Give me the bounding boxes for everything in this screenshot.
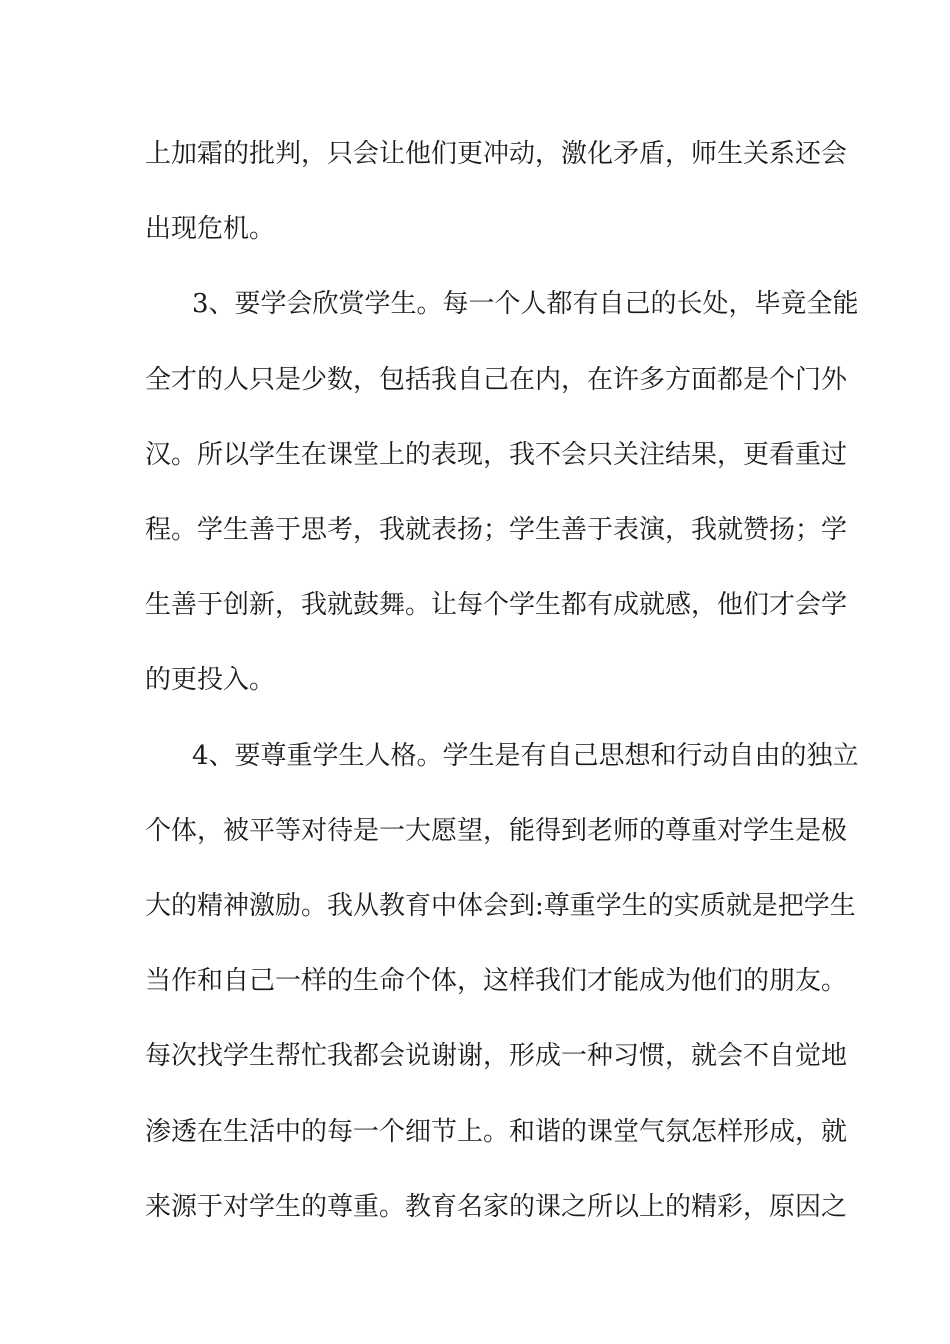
text-line: 程。学生善于思考，我就表扬；学生善于表演，我就赞扬；学 — [145, 515, 848, 545]
text-line: 大的精神激励。我从教育中体会到:尊重学生的实质就是把学生 — [145, 891, 856, 921]
text-line: 渗透在生活中的每一个细节上。和谐的课堂气氛怎样形成，就 — [145, 1117, 848, 1147]
text-line: 当作和自己一样的生命个体，这样我们才能成为他们的朋友。 — [145, 966, 848, 996]
text-line: 全才的人只是少数，包括我自己在内，在许多方面都是个门外 — [145, 365, 848, 395]
paragraph-3-first-line: 3、要学会欣赏学生。每一个人都有自己的长处，毕竟全能 — [192, 289, 859, 319]
text-line: 上加霜的批判，只会让他们更冲动，激化矛盾，师生关系还会 — [145, 139, 848, 169]
text-line: 出现危机。 — [145, 214, 276, 244]
text-line: 的更投入。 — [145, 665, 276, 695]
text-line: 汉。所以学生在课堂上的表现，我不会只关注结果，更看重过 — [145, 440, 848, 470]
text-line: 生善于创新，我就鼓舞。让每个学生都有成就感，他们才会学 — [145, 590, 848, 620]
text-line: 来源于对学生的尊重。教育名家的课之所以上的精彩，原因之 — [145, 1192, 848, 1222]
paragraph-4-first-line: 4、要尊重学生人格。学生是有自己思想和行动自由的独立 — [192, 741, 859, 771]
text-line: 个体，被平等对待是一大愿望，能得到老师的尊重对学生是极 — [145, 816, 848, 846]
text-line: 每次找学生帮忙我都会说谢谢，形成一种习惯，就会不自觉地 — [145, 1041, 848, 1071]
